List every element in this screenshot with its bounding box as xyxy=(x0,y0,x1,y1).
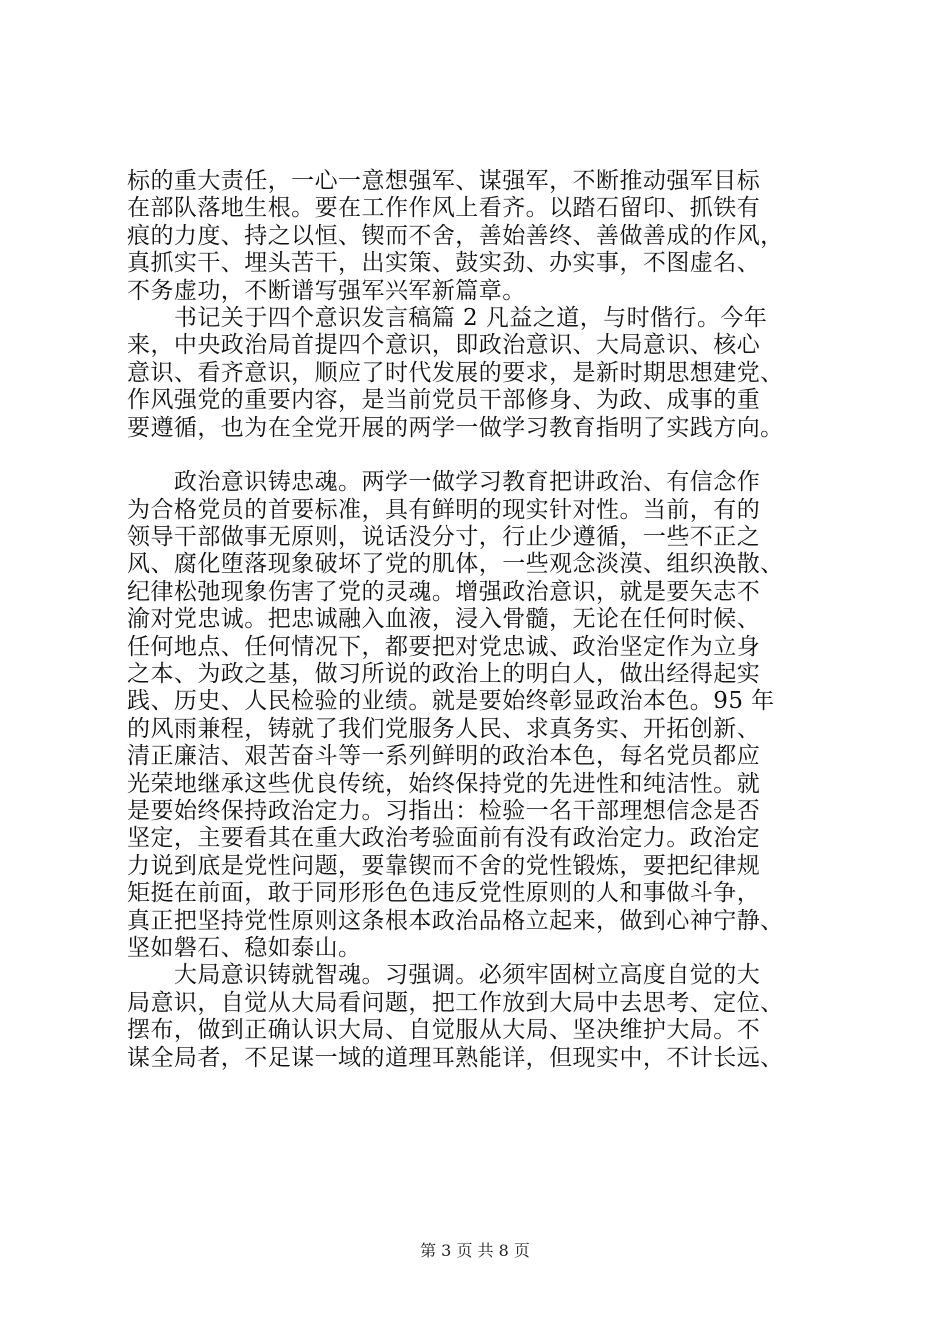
document-body xyxy=(127,168,867,1072)
text-line: 标的重大责任，一心一意想强军、谋强军，不断推动强军目标 xyxy=(127,168,761,194)
text-line: 来，中央政治局首提四个意识，即政治意识、大局意识、核心 xyxy=(127,332,761,359)
text-line: 领导干部做事无原则，说话没分寸，行止少遵循，一些不正之 xyxy=(127,524,761,551)
blank-line xyxy=(127,442,867,469)
text-line: 之本、为政之基，做习所说的政治上的明白人，做出经得起实 xyxy=(127,661,761,688)
text-line: 坚如磐石、稳如泰山。 xyxy=(127,934,362,961)
text-line: 践、历史、人民检验的业绩。就是要始终彰显政治本色。95 年 xyxy=(127,688,775,715)
text-line: 真正把坚持党性原则这条根本政治品格立起来，做到心神宁静、 xyxy=(127,907,784,934)
text-line: 摆布，做到正确认识大局、自觉服从大局、坚决维护大局。不 xyxy=(127,1017,761,1044)
text-line: 局意识，自觉从大局看问题，把工作放到大局中去思考、定位、 xyxy=(127,989,784,1016)
text-line: 作风强党的重要内容，是当前党员干部修身、为政、成事的重 xyxy=(127,387,761,414)
text-line: 矩挺在前面，敢于同形形色色违反党性原则的人和事做斗争， xyxy=(127,880,761,907)
text-line: 不务虚功，不断谱写强军兴军新篇章。 xyxy=(127,277,526,304)
text-line: 谋全局者，不足谋一域的道理耳熟能详，但现实中，不计长远、 xyxy=(127,1044,784,1071)
page-number: 第 3 页 共 8 页 xyxy=(420,1241,530,1260)
text-line: 痕的力度、持之以恒、锲而不舍，善始善终、善做善成的作风， xyxy=(127,222,784,249)
text-line: 是要始终保持政治定力。习指出：检验一名干部理想信念是否 xyxy=(127,797,761,824)
text-line: 政治意识铸忠魂。两学一做学习教育把讲政治、有信念作 xyxy=(127,469,761,496)
text-line: 力说到底是党性问题，要靠锲而不舍的党性锻炼，要把纪律规 xyxy=(127,852,761,879)
text-line: 在部队落地生根。要在工作作风上看齐。以踏石留印、抓铁有 xyxy=(127,195,761,222)
text-line: 清正廉洁、艰苦奋斗等一系列鲜明的政治本色，每名党员都应 xyxy=(127,743,761,770)
text-line: 意识、看齐意识，顺应了时代发展的要求，是新时期思想建党、 xyxy=(127,359,784,386)
text-line: 真抓实干、埋头苦干，出实策、鼓实劲、办实事，不图虚名、 xyxy=(127,250,761,277)
text-line: 渝对党忠诚。把忠诚融入血液，浸入骨髓，无论在任何时候、 xyxy=(127,606,761,633)
text-line: 光荣地继承这些优良传统，始终保持党的先进性和纯洁性。就 xyxy=(127,770,761,797)
text-line: 坚定，主要看其在重大政治考验面前有没有政治定力。政治定 xyxy=(127,825,761,852)
text-line: 任何地点、任何情况下，都要把对党忠诚、政治坚定作为立身 xyxy=(127,633,761,660)
text-line: 大局意识铸就智魂。习强调。必须牢固树立高度自觉的大 xyxy=(127,962,761,989)
text-line: 书记关于四个意识发言稿篇 2 凡益之道，与时偕行。今年 xyxy=(127,304,768,331)
text-line: 的风雨兼程，铸就了我们党服务人民、求真务实、开拓创新、 xyxy=(127,715,761,742)
text-line: 纪律松弛现象伤害了党的灵魂。增强政治意识，就是要矢志不 xyxy=(127,578,761,605)
text-line: 风、腐化堕落现象破坏了党的肌体，一些观念淡漠、组织涣散、 xyxy=(127,551,784,578)
text-line: 为合格党员的首要标准，具有鲜明的现实针对性。当前，有的 xyxy=(127,496,761,523)
text-line: 要遵循，也为在全党开展的两学一做学习教育指明了实践方向。 xyxy=(127,414,784,441)
